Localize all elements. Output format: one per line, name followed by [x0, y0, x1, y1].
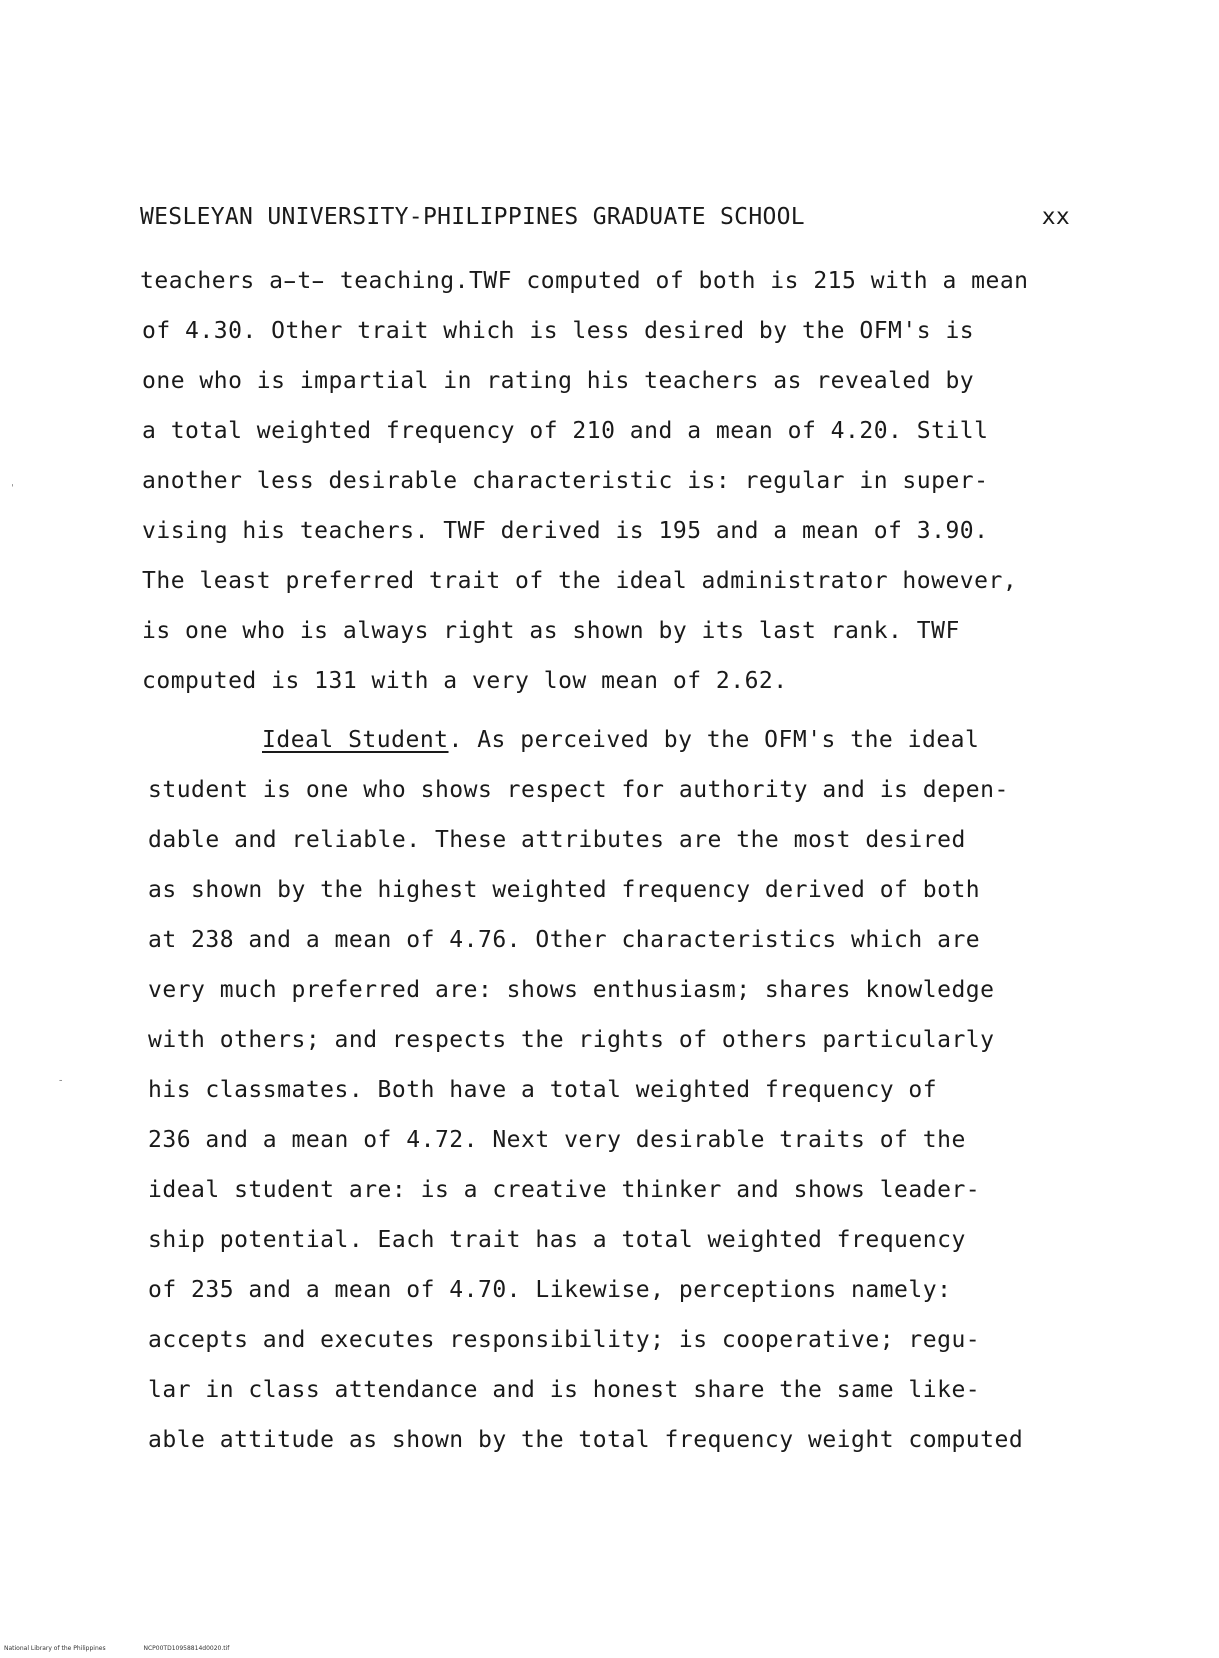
text-line: vising his teachers. TWF derived is 195 and a mean of 3.90. — [142, 518, 989, 544]
text-line: The least preferred trait of the ideal administrator however, — [142, 568, 1018, 594]
text-line: is one who is always right as shown by its last rank. TWF — [142, 618, 960, 644]
section-heading-line — [262, 727, 979, 753]
library-credit: National Library of the Philippines — [4, 1645, 106, 1652]
text-line: able attitude as shown by the total frequency weight computed — [148, 1427, 1024, 1453]
scan-footer — [4, 1645, 265, 1652]
scan-artifact-mark: ˍ — [58, 1072, 64, 1082]
scan-artifact-mark: ˌ — [10, 478, 16, 488]
text-line: his classmates. Both have a total weighted frequency of — [148, 1077, 938, 1103]
text-line: student is one who shows respect for authority and is depen- — [148, 777, 1009, 803]
text-line: very much preferred are: shows enthusiasm; shares knowledge — [148, 977, 995, 1003]
text-line: computed is 131 with a very low mean of 2.62. — [142, 668, 788, 694]
text-line: accepts and executes responsibility; is cooperative; regu- — [148, 1327, 981, 1353]
text-line: of 235 and a mean of 4.70. Likewise, perceptions namely: — [148, 1277, 952, 1303]
text-line: a total weighted frequency of 210 and a mean of 4.20. Still — [142, 418, 989, 444]
text-line: dable and reliable. These attributes are the most desired — [148, 827, 966, 853]
file-identifier: NCP00TD10958814d0020.tif — [143, 1645, 230, 1652]
text-line: ideal student are: is a creative thinker and shows leader- — [148, 1177, 981, 1203]
text-line: teachers a̵t̵ teaching.TWF computed of both is 215 with a mean — [140, 268, 1029, 294]
text-line: with others; and respects the rights of others particularly — [148, 1027, 995, 1053]
text-line: at 238 and a mean of 4.76. Other characteristics which are — [148, 927, 981, 953]
text-line: of 4.30. Other trait which is less desired by the OFM's is — [142, 318, 975, 344]
text-line: ship potential. Each trait has a total weighted frequency — [148, 1227, 966, 1253]
page-number: xx — [1041, 204, 1070, 230]
page-header — [140, 204, 1070, 230]
text-line: as shown by the highest weighted frequency derived of both — [148, 877, 981, 903]
text-line: lar in class attendance and is honest share the same like- — [148, 1377, 981, 1403]
section-heading: Ideal Student — [262, 727, 449, 753]
text-line: 236 and a mean of 4.72. Next very desirable traits of the — [148, 1127, 966, 1153]
text-line: another less desirable characteristic is: regular in super- — [142, 468, 989, 494]
section-heading-suffix: . As perceived by the OFM's the ideal — [448, 727, 980, 753]
text-line: one who is impartial in rating his teachers as revealed by — [142, 368, 975, 394]
institution-name: WESLEYAN UNIVERSITY-PHILIPPINES GRADUATE SCHOOL — [140, 204, 805, 230]
